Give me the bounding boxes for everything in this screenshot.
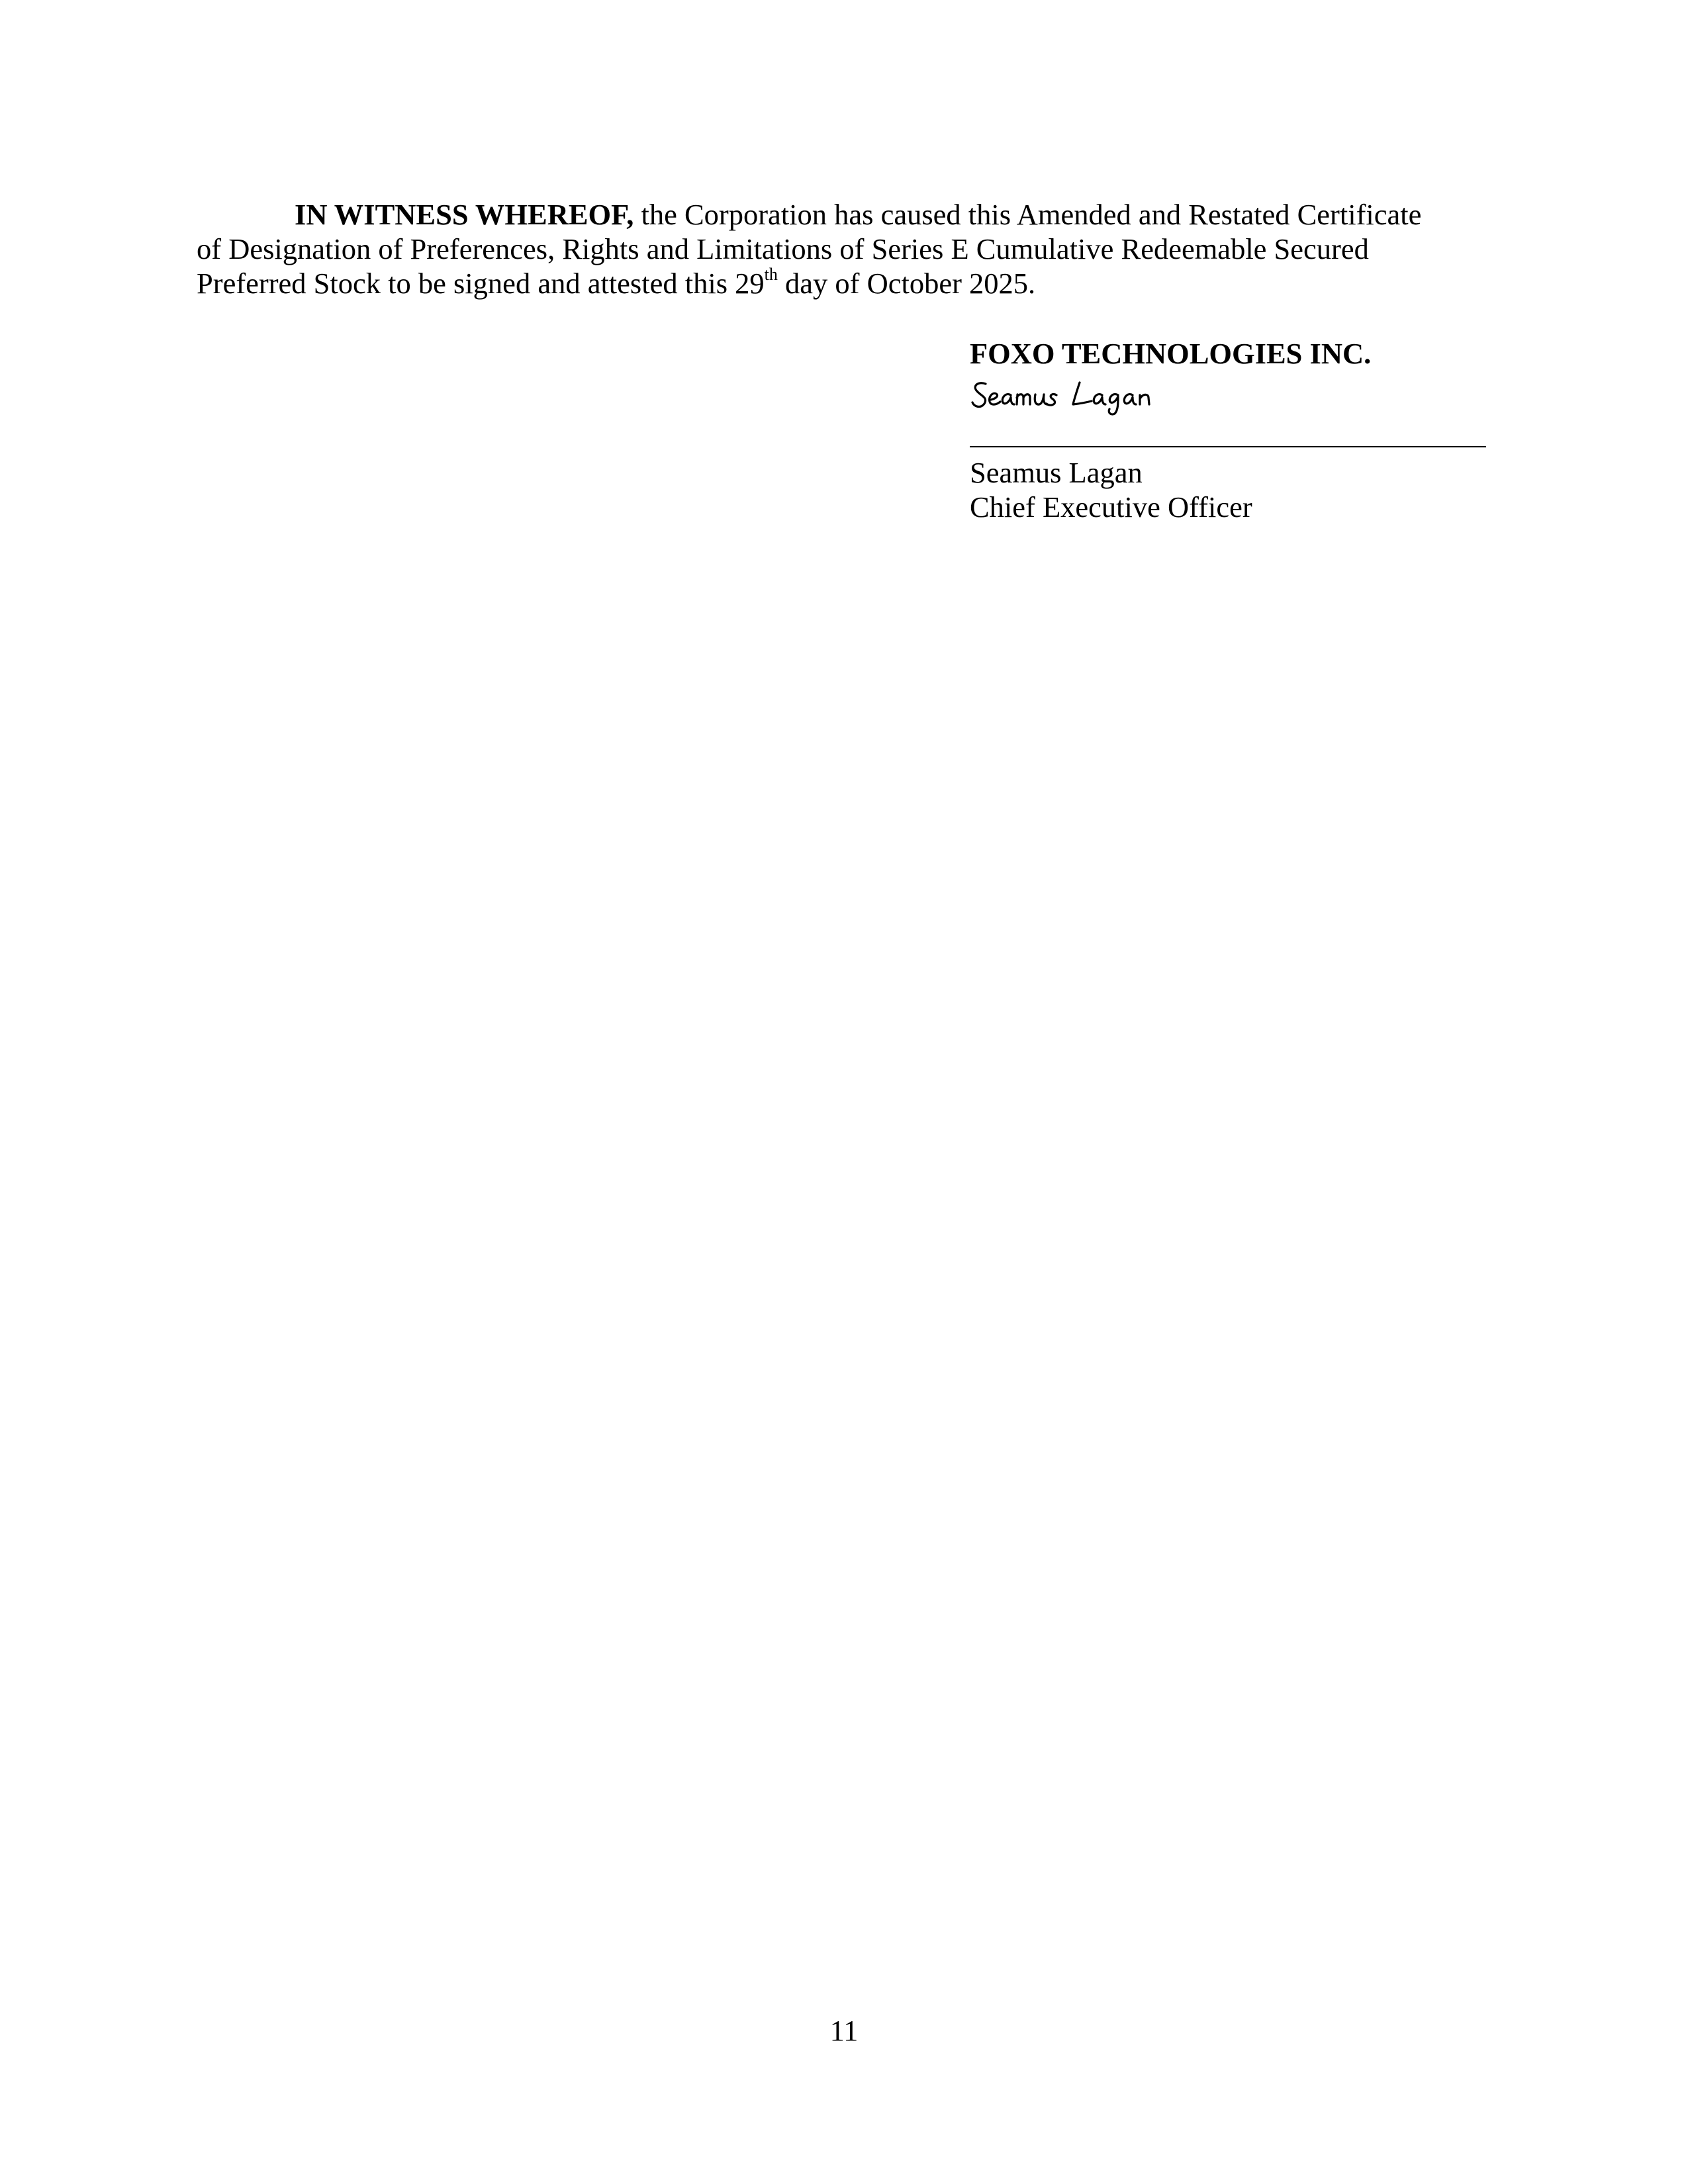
- witness-lead: IN WITNESS WHEREOF,: [295, 198, 634, 231]
- witness-paragraph: [197, 197, 1487, 300]
- page-number: 11: [829, 2014, 859, 2047]
- signer-name: Seamus Lagan: [970, 456, 1143, 489]
- witness-line-1: [197, 197, 1487, 232]
- witness-line-3: [197, 266, 1487, 300]
- signature-block: [970, 336, 1499, 523]
- date-ordinal-suffix: th: [764, 265, 778, 285]
- witness-line-3-text: Preferred Stock to be signed and attested this 29: [197, 267, 765, 300]
- company-name: FOXO TECHNOLOGIES INC.: [970, 337, 1372, 370]
- witness-line-2: of Designation of Preferences, Rights and Limitations of Series E Cumulative Redeemable Secured: [197, 232, 1369, 265]
- signer-title: Chief Executive Officer: [970, 490, 1252, 523]
- witness-line-3-date: day of October 2025.: [777, 267, 1036, 300]
- witness-line-1-text: the Corporation has caused this Amended and Restated Certificate: [633, 198, 1422, 231]
- handwritten-signature: [970, 377, 1235, 417]
- signature-line: [970, 446, 1486, 447]
